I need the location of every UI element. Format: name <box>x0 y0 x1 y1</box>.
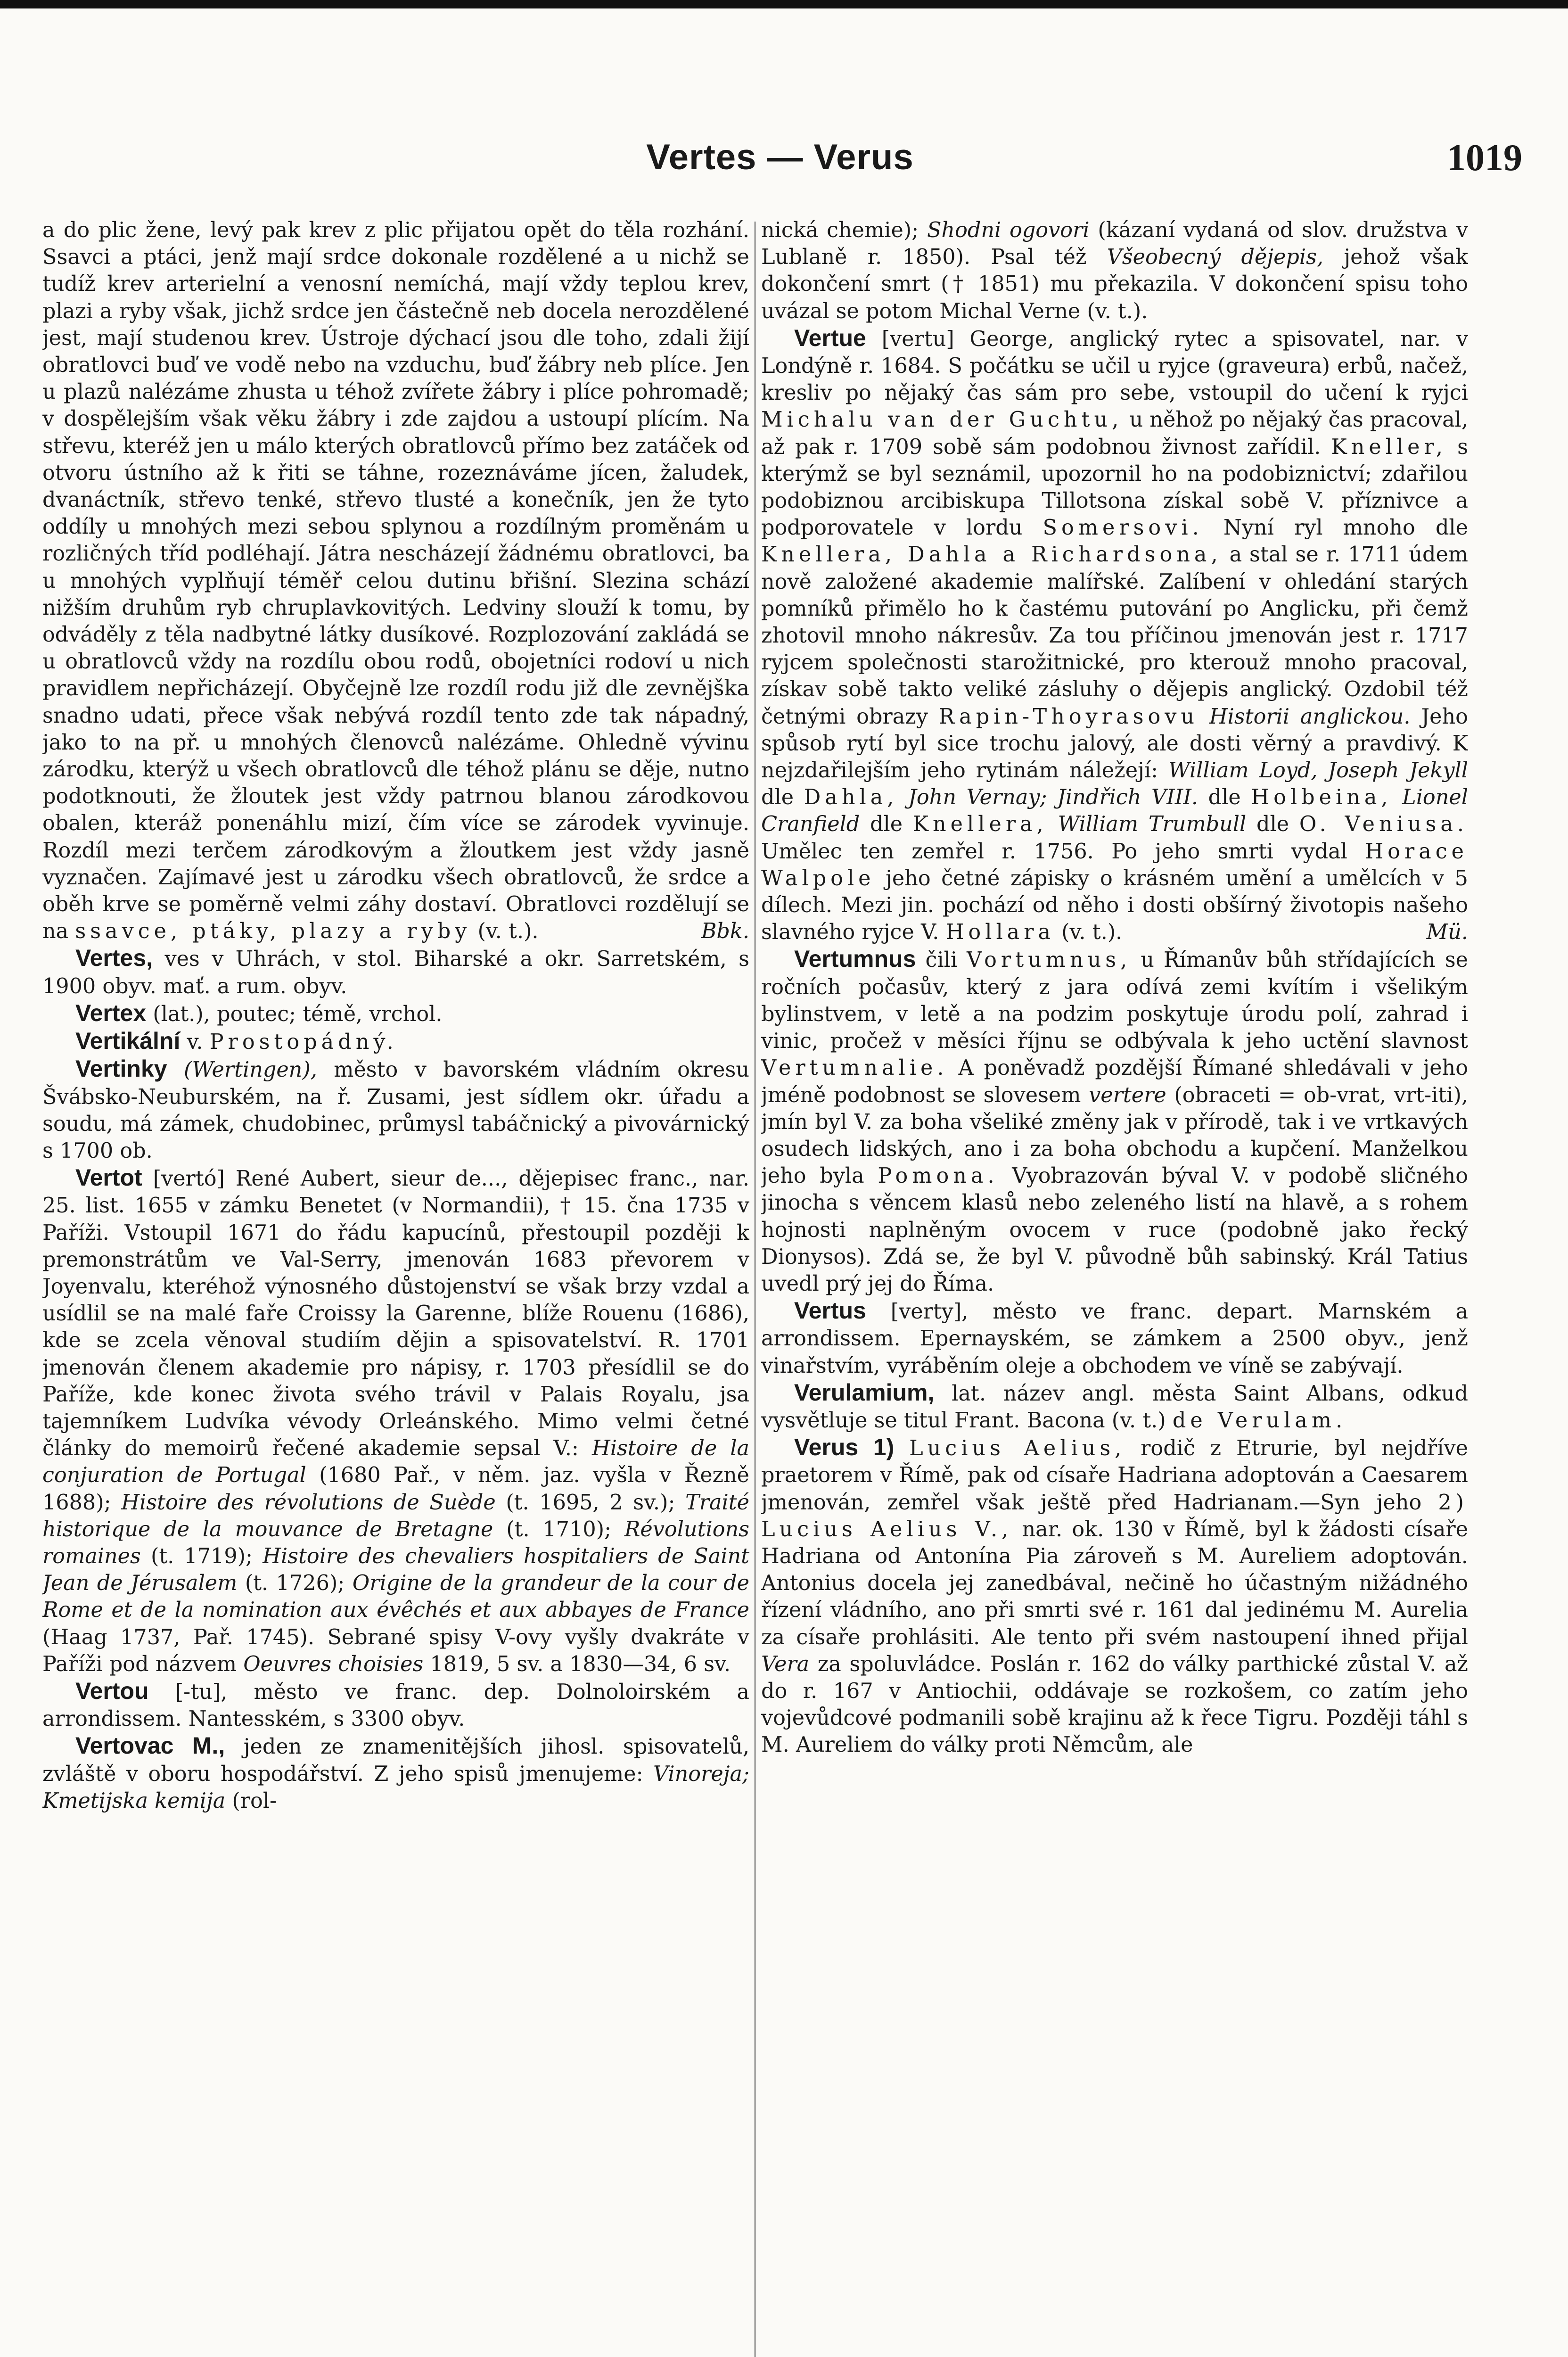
headword: Vertex <box>75 999 147 1026</box>
entry-vertikalni: Vertikální v. Prostopádný. <box>75 1028 398 1055</box>
author-signature: Bbk. <box>701 919 749 944</box>
author-signature: Mü. <box>1426 920 1468 945</box>
entry-continuation: a do plic žene, levý pak krev z plic přijatou opět do těla rozhání. Ssavci a ptáci, jenž mají srdce dokonale rozdělené a u nichž se tudíž krev arterielní a venosní nemíchá, mají vždy teplou krev, plazi a ryby však, jichž srdce jen částečně neb docela nerozdělené jest, mají studenou krev. Ústroje dýchací jsou dle toho, zdali žijí obratlovci buď ve vodě nebo na vzduchu, buď žábry neb plíce. Jen u plazů nalézáme zhusta u téhož zvířete žábry i plíce pohromadě; v dospělejším však věku žábry i zde zajdou a ustoupí plícím. Na střevu, kteréž jen u málo kterých obratlovců přímo bez zatáček od otvoru ústního až k řiti se táhne, rozeznáváme jícen, žaludek, dvanáctník, střevo tenké, střevo tlusté a konečník, jen že tyto oddíly u mnohých mezi sebou splynou a rozdílným proměnám u rozličných tříd podléhají. Játra nescházejí žádnému obratlovci, ba u mnohých vyplňují téměř celou dutinu břišní. Slezina schází nižším druhům ryb chruplavkovitých. Ledviny slouží k tomu, by odváděly z těla nadbytné látky dusíkové. Rozplozování zakládá se u obratlovců vždy na rozdílu obou rodů, obojetníci rodoví u nich pravidlem nepřicházejí. Obyčejně lze rozdíl rodu již dle zevnějška snadno udati, přece však nebývá rozdíl tento zde tak nápadný, jako to na př. u mnohých členovců nalézáme. Ohledně vývinu zárodku, kterýž u všech obratlovců dle téhož plánu se děje, nutno podotknouti, že žloutek jest vždy patrnou blanou zárodkovou obalen, kteráž ponenáhlu mizí, čím více se zárodek vyvinuje. Rozdíl mezi terčem zárodkovým a žloutkem jest vždy jasně vyznačen. Zajímavé jest u zárodku všech obratlovců, že srdce a oběh krve se poměrně velmi záhy dostaví. Obratlovci rozdělují se na ssavce, ptáky, plazy a ryby (v. t.). Bbk. <box>42 217 749 945</box>
entry-vertou: Vertou [-tu], město ve franc. dep. Dolnoloirském a arrondissem. Nantesském, s 3300 obyv. <box>42 1677 749 1731</box>
entry-vertus: Vertus [verty], město ve franc. depart. Marnském a arrondissem. Epernayském, se zámkem a 2500 obyv., jenž vinařstvím, vyráběním oleje a obchodem ve víně se zabývají. <box>761 1297 1468 1378</box>
headword: Vertue <box>794 324 866 351</box>
headword: Vertumnus <box>794 946 916 972</box>
entry-vertex: Vertex (lat.), poutec; témě, vrchol. <box>75 999 443 1026</box>
headword: Vertinky <box>75 1055 167 1082</box>
scan-edge <box>0 0 1568 8</box>
headword: Vertikální <box>75 1028 181 1055</box>
headword: Vertus <box>794 1297 866 1324</box>
entry-vertue: Vertue [vertu] George, anglický rytec a spisovatel, nar. v Londýně r. 1684. S počátku se učil u ryjce (graveura) erbů, načež, kresliv po nějaký čas sám pro sebe, vstoupil do učení k ryjci Michalu van der Guchtu, u něhož po nějaký čas pracoval, až pak r. 1709 sobě sám podobnou živnost zařídil. Kneller, s kterýmž se byl seznámil, upozornil ho na podobiznictví; zdařilou podobiznou arcibiskupa Tillotsona získal sobě V. příznivce a podporovatele v lordu Somersovi. Nyní ryl mnoho dle Knellera, Dahla a Richardsona, a stal se r. 1711 údem nově založené akademie malířské. Zalíbení v ohledání starých pomníků přimělo ho k častému putování po Anglicku, při čemž zhotovil mnoho nákresův. Za tou příčinou jmenován jest r. 1717 ryjcem společnosti starožitnické, pro kterouž mnoho pracoval, získav sobě takto veliké zásluhy o dějepis anglický. Ozdobil též četnými obrazy Rapin-Thoyrasovu Historii anglickou. Jeho spůsob rytí byl sice trochu jalový, ale dosti věrný a pravdivý. K nejzdařilejším jeho rytinám náležejí: William Loyd, Joseph Jekyll dle Dahla, John Vernay; Jindřich VIII. dle Holbeina, Lionel Cranfield dle Knellera, William Trumbull dle O. Veniusa. Umělec ten zemřel r. 1756. Po jeho smrti vydal Horace Walpole jeho četné zápisky o krásném umění a umělcích v 5 dílech. Mezi jin. pochází od něho i dosti obšírný životopis našeho slavného ryjce V. Hollara (v. t.). Mü. <box>761 325 1468 946</box>
left-column <box>42 217 749 2357</box>
headword: Vertot <box>75 1164 142 1191</box>
right-column <box>761 217 1468 2357</box>
entry-vertes: Vertes, ves v Uhrách, v stol. Biharské a okr. Sarretském, s 1900 obyv. mať. a rum. obyv. <box>42 945 749 998</box>
headword: Verus 1) <box>794 1434 895 1461</box>
entry-vertovac: Vertovac M., jeden ze znamenitějších jihosl. spisovatelů, zvláště v oboru hospodářství. Z jeho spisů jmenujeme: Vinoreja; Kmetijska kemija (rol- <box>42 1732 749 1813</box>
entry-vertumnus: Vertumnus čili Vortumnus, u Římanův bůh střídajících se ročních počasův, který z jara odívá zemi kvítím i všelikým bylinstvem, v letě a na podzim poskytuje úrodu polí, zahrad i vinic, pročež v měsíci říjnu se odbývala k jeho uctění slavnost Vertumnalie. A poněvadž pozdější Římané shledávali v jeho jméně podobnost se slovesem vertere (obraceti = ob-vrat, vrt-iti), jmín byl V. za boha všeliké změny jak v přírodě, tak i ve vrtkavých osudech lidských, ano i za boha obchodu a kupčení. Manželkou jeho byla Pomona. Vyobrazován býval V. v podobě sličného jinocha s věncem klasů nebo zeleného listí na hlavě, a s rohem hojnosti naplněným ovocem v ruce (podobně jako řecký Dionysos). Zdá se, že byl V. původně bůh sabinský. Král Tatius uvedl prý jej do Říma. <box>761 946 1468 1296</box>
entry-vertinky: Vertinky (Wertingen), město v bavorském vládním okresu Švábsko-Neuburském, na ř. Zusami, jest sídlem okr. úřadu a soudu, má zámek, chudobinec, průmysl tabáčnický a pivovárnický s 1700 ob. <box>42 1055 749 1163</box>
entry-verus: Verus 1) Lucius Aelius, rodič z Etrurie, byl nejdříve praetorem v Římě, pak od císaře Hadriana adoptován a Caesarem jmenován, zemřel však ještě před Hadrianam.—Syn jeho 2) Lucius Aelius V., nar. ok. 130 v Římě, byl k žádosti císaře Hadriana od Antonína Pia zároveň s M. Aureliem adoptován. Antonius docela jej zanedbával, nečině ho účastným nižádného řízení vládního, ano při smrti své r. 161 dal jedinému M. Aurelia za císaře prohlásiti. Ale tento při svém nastoupení ihned přijal Vera za spoluvládce. Poslán r. 162 do války parthické zůstal V. až do r. 167 v Antiochii, oddávaje se rozkošem, co zatím jeho vojevůdcové podmanili sobě krajinu až k řece Tigru. Později táhl s M. Aureliem do války proti Němcům, ale <box>761 1434 1468 1757</box>
entry-vertovac-continued: nická chemie); Shodni ogovori (kázaní vydaná od slov. družstva v Lublaně r. 1850). Psal též Všeobecný dějepis, jehož však dokončení smrt († 1851) mu překazila. V dokončení spisu toho uvázal se potom Michal Verne (v. t.). <box>761 218 1468 323</box>
headword: Vertes, <box>75 945 153 972</box>
headword: Vertovac M., <box>75 1732 225 1759</box>
headword: Verulamium, <box>794 1379 935 1406</box>
running-header <box>38 137 1522 193</box>
entry-vertot: Vertot [vertó] René Aubert, sieur de..., dějepisec franc., nar. 25. list. 1655 v zámku Benetet (v Normandii), † 15. čna 1735 v Paříži. Vstoupil 1671 do řádu kapucínů, přestoupil později k premonstrátům ve Val-Serry, jmenován 1683 převorem v Joyenvalu, kteréhož výnosného důstojenství se však brzy vzdal a usídlil se na malé faře Croissy la Garenne, blíže Rouenu (1686), kde se zcela věnoval studiím dějin a spisovatelství. R. 1701 jmenován členem akademie pro nápisy, r. 1703 přesídlil se do Paříže, kde konec života svého trávil v Palais Royalu, jsa tajemníkem Ludvíka vévody Orleánského. Mimo velmi četné články do memoirů řečené akademie sepsal V.: Histoire de la conjuration de Portugal (1680 Pař., v něm. jaz. vyšla v Řezně 1688); Histoire des révolutions de Suède (t. 1695, 2 sv.); Traité historique de la mouvance de Bretagne (t. 1710); Révolutions romaines (t. 1719); Histoire des chevaliers hospitaliers de Saint Jean de Jérusalem (t. 1726); Origine de la grandeur de la cour de Rome et de la nomination aux évêchés et aux abbayes de France (Haag 1737, Pař. 1745). Sebrané spisy V-ovy vyšly dvakráte v Paříži pod názvem Oeuvres choisies 1819, 5 sv. a 1830—34, 6 sv. <box>42 1164 749 1676</box>
page-title: Vertes — Verus <box>646 137 914 177</box>
headword: Vertou <box>75 1677 149 1704</box>
page-number: 1019 <box>1447 137 1522 179</box>
entry-verulamium: Verulamium, lat. název angl. města Saint Albans, odkud vysvětluje se titul Frant. Bacona (v. t.) de Verulam. <box>761 1379 1468 1433</box>
